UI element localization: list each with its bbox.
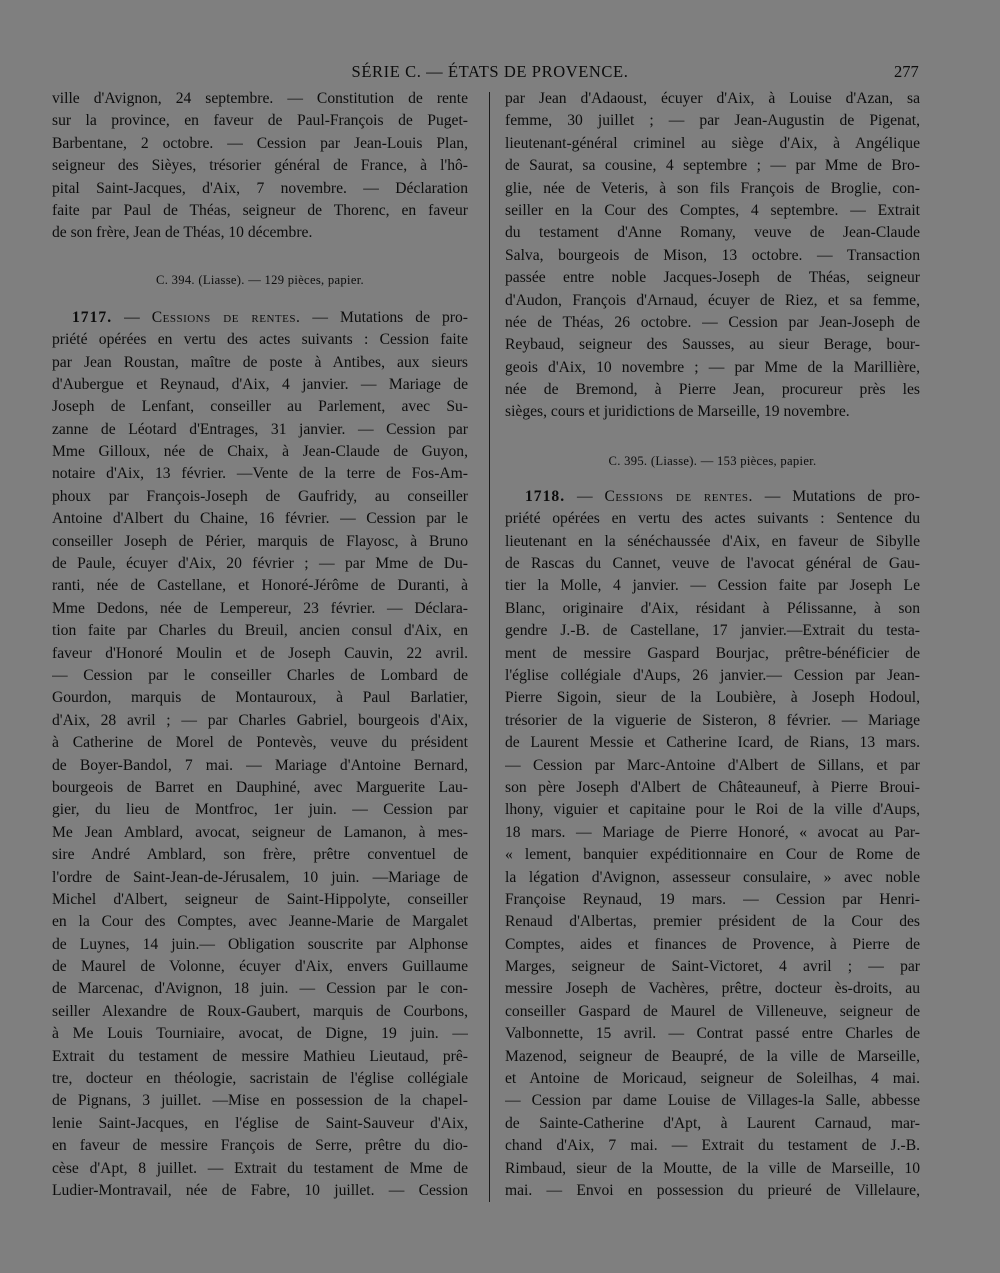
text-line: priété opérées en vertu des actes suivants : Cession faite — [52, 331, 468, 349]
text-line: Gourdon, marquis de Montauroux, à Paul Barlatier, — [52, 689, 468, 707]
text-line: Mme Dedons, née de Lempereur, 23 février. — Déclara- — [52, 599, 468, 617]
text-line: d'Aubergue et Reynaud, d'Aix, 4 janvier. — Mariage de — [52, 375, 468, 393]
text-line: née de Bremond, à Pierre Jean, procureur près les — [505, 381, 920, 399]
text-line: lhony, viguier et capitaine pour le Roi de la ville d'Aups, — [505, 801, 920, 819]
text-line: Salva, bourgeois de Mison, 13 octobre. — Transaction — [505, 246, 920, 264]
text-line: d'Audon, François d'Arnaud, écuyer de Riez, et sa femme, — [505, 291, 920, 309]
text-line: Renaud d'Albertas, premier président de la Cour des — [505, 913, 920, 931]
text-line: priété opérées en vertu des actes suivants : Sentence du — [505, 510, 920, 528]
text-line: passée entre noble Jacques-Joseph de Théas, seigneur — [505, 269, 920, 287]
text-line: chand d'Aix, 7 mai. — Extrait du testament de J.-B. — [505, 1137, 920, 1155]
text-line: de Saurat, sa cousine, 4 septembre ; — par Mme de Bro- — [505, 157, 920, 175]
text-line: — Cession par Marc-Antoine d'Albert de Sillans, et par — [505, 756, 920, 774]
text-line: Antoine d'Albert du Chaine, 16 février. — Cession par le — [52, 510, 468, 528]
left-column — [52, 88, 468, 1202]
text-line: de Maurel de Volonne, écuyer d'Aix, envers Guillaume — [52, 958, 468, 976]
text-line: faveur d'Honoré Moulin et de Joseph Cauvin, 22 avril. — [52, 644, 468, 662]
text-line: notaire d'Aix, 13 février. —Vente de la terre de Fos-Am- — [52, 465, 468, 483]
text-line: conseiller Joseph de Périer, marquis de Flayosc, à Bruno — [52, 532, 468, 550]
text-line: ment de messire Gaspard Bourjac, prêtre-bénéficier de — [505, 644, 920, 662]
text-line: messire Joseph de Vachères, prêtre, docteur ès-droits, au — [505, 980, 920, 998]
text-line: Rimbaud, sieur de la Moutte, de la ville de Marseille, 10 — [505, 1159, 920, 1177]
text-line: Valbonnette, 15 avril. — Contrat passé entre Charles de — [505, 1025, 920, 1043]
text-line: Michel d'Albert, seigneur de Saint-Hippolyte, conseiller — [52, 890, 468, 908]
text-line: née de Théas, 26 octobre. — Cession par Jean-Joseph de — [505, 313, 920, 331]
text-line: pital Saint-Jacques, d'Aix, 7 novembre. — Déclaration — [52, 179, 468, 197]
text-line: de Paule, écuyer d'Aix, 20 février ; — par Mme de Du- — [52, 555, 468, 573]
text-line: — Cession par le conseiller Charles de Lombard de — [52, 666, 468, 684]
text-line: seiller Alexandre de Roux-Gaubert, marquis de Courbons, — [52, 1002, 468, 1020]
text-line: l'ordre de Saint-Jean-de-Jérusalem, 10 juin. —Mariage de — [52, 868, 468, 886]
entry-heading: Cessions de rentes. — [604, 487, 753, 505]
text-line: à Me Louis Tourniaire, avocat, de Digne, 19 juin. — — [52, 1025, 468, 1043]
text-line: de Sainte-Catherine d'Apt, à Laurent Carnaud, mar- — [505, 1114, 920, 1132]
continuation-paragraph — [52, 88, 468, 245]
text-line: par Jean Roustan, maître de poste à Antibes, aux sieurs — [52, 353, 468, 371]
text-line: l'église collégiale d'Aups, 26 janvier.— Cession par Jean- — [505, 666, 920, 684]
text-line: Mme Gilloux, née de Chaix, à Jean-Claude de Guyon, — [52, 443, 468, 461]
text-line: Mazenod, seigneur de Beaupré, de la ville de Marseille, — [505, 1047, 920, 1065]
text-line: de Laurent Messie et Catherine Icard, de Rians, 13 mars. — [505, 734, 920, 752]
text-line: de son frère, Jean de Théas, 10 décembre. — [52, 224, 313, 242]
text-line: par Jean d'Adaoust, écuyer d'Aix, à Louise d'Azan, sa — [505, 90, 920, 107]
entry-first-line: 1718. — Cessions de rentes. — Mutations de pro- — [525, 487, 920, 505]
text-line: geois d'Aix, 10 novembre ; — par Mme de la Marillière, — [505, 358, 920, 376]
text-line: tion faite par Charles du Breuil, ancien consul d'Aix, en — [52, 622, 468, 640]
right-column — [505, 88, 920, 1202]
text-line: Extrait du testament de messire Mathieu Lieutaud, prê- — [52, 1047, 468, 1065]
text-line: femme, 30 juillet ; — par Jean-Augustin de Pigenat, — [505, 112, 920, 130]
text-line: « lement, banquier expéditionnaire en Cour de Rome de — [505, 846, 920, 864]
text-line: de Luynes, 14 juin.— Obligation souscrite par Alphonse — [52, 935, 468, 953]
series-title: SÉRIE C. — ÉTATS DE PROVENCE. — [351, 62, 629, 81]
text-line: gendre J.-B. de Castellane, 17 janvier.—Extrait du testa- — [505, 622, 920, 640]
text-line: de Marcenac, d'Avignon, 18 juin. — Cession par le con- — [52, 980, 468, 998]
text-line: de Pignans, 3 juillet. —Mise en possession de la chapel- — [52, 1092, 468, 1110]
text-line: zanne de Léotard d'Entrages, 31 janvier. — Cession par — [52, 420, 468, 438]
text-line: trésorier de la viguerie de Sisteron, 8 février. — Mariage — [505, 711, 920, 729]
text-line: Reybaud, seigneur des Sausses, au sieur Berage, bour- — [505, 336, 920, 354]
column-divider — [489, 92, 490, 1202]
text-line: seiller en la Cour des Comptes, 4 septembre. — Extrait — [505, 201, 920, 219]
text-line: — Cession par dame Louise de Villages-la Salle, abbesse — [505, 1092, 920, 1110]
text-line: Blanc, originaire d'Aix, résidant à Pélissanne, à son — [505, 599, 920, 617]
text-line: 18 mars. — Mariage de Pierre Honoré, « avocat au Par- — [505, 823, 920, 841]
entry-heading: Cessions de rentes. — [151, 308, 301, 326]
text-line: d'Aix, 28 avril ; — par Charles Gabriel, bourgeois d'Aix, — [52, 711, 468, 729]
text-line: ville d'Avignon, 24 septembre. — Constitution de rente — [52, 90, 468, 107]
entry-year: 1717. — [72, 308, 113, 326]
archive-cote: C. 394. (Liasse). — 129 pièces, papier. — [156, 272, 364, 287]
text-line: cèse d'Apt, 8 juillet. — Extrait du testament de Mme de — [52, 1159, 468, 1177]
running-header — [0, 62, 1000, 84]
text-line: mai. — Envoi en possession du prieuré de Villelaure, — [505, 1181, 920, 1199]
text-line: Pierre Sigoin, sieur de la Loubière, à Joseph Hodoul, — [505, 689, 920, 707]
text-line: son père Joseph d'Albert de Châteauneuf, à Pierre Broui- — [505, 778, 920, 796]
text-line: à Catherine de Morel de Pontevès, veuve du président — [52, 734, 468, 752]
text-line: Marges, seigneur de Saint-Victoret, 4 avril ; — par — [505, 958, 920, 976]
text-line: de Rascas du Cannet, veuve de l'avocat général de Gau- — [505, 555, 920, 573]
text-line: ranti, née de Castellane, et Honoré-Jérôme de Duranti, à — [52, 577, 468, 595]
text-line: seigneur des Sièyes, trésorier général de France, à l'hô- — [52, 157, 468, 175]
text-line: Joseph de Lenfant, conseiller au Parlement, avec Su- — [52, 398, 468, 416]
text-line: du testament d'Anne Romany, veuve de Jean-Claude — [505, 224, 920, 242]
text-line: glie, née de Veteris, à son fils François de Broglie, con- — [505, 179, 920, 197]
text-line: bourgeois de Barret en Dauphiné, avec Marguerite Lau- — [52, 778, 468, 796]
text-line: sièges, cours et juridictions de Marseille, 19 novembre. — [505, 403, 850, 421]
text-line: tre, docteur en théologie, sacristain de l'église collégiale — [52, 1070, 468, 1088]
text-line: conseiller Gaspard de Maurel de Villeneuve, seigneur de — [505, 1002, 920, 1020]
text-line: faite par Paul de Théas, seigneur de Thorenc, en faveur — [52, 201, 468, 219]
page-number: 277 — [894, 62, 919, 81]
text-line: Françoise Reynaud, 19 mars. — Cession par Henri- — [505, 890, 920, 908]
text-line: Me Jean Amblard, avocat, seigneur de Lamanon, à mes- — [52, 823, 468, 841]
archive-cote: C. 395. (Liasse). — 153 pièces, papier. — [608, 453, 817, 468]
text-line: gier, du lieu de Montfroc, 1er juin. — Cession par — [52, 801, 468, 819]
entry-1718 — [505, 486, 920, 1203]
continuation-paragraph — [505, 88, 920, 424]
text-line: en faveur de messire François de Serre, prêtre du dio- — [52, 1137, 468, 1155]
text-line: sur la province, en faveur de Paul-François de Puget- — [52, 112, 468, 130]
text-line: et Antoine de Moricaud, seigneur de Soleilhas, 4 mai. — [505, 1070, 920, 1088]
text-line: la légation d'Avignon, assesseur consulaire, » avec noble — [505, 868, 920, 886]
text-line: lieutenant-général criminel au siège d'Aix, à Angélique — [505, 134, 920, 152]
text-line: tier la Molle, 4 janvier. — Cession faite par Joseph Le — [505, 577, 920, 595]
text-line: en la Cour des Comptes, avec Jeanne-Marie de Margalet — [52, 913, 468, 931]
text-line: sire André Amblard, son frère, prêtre conventuel de — [52, 846, 468, 864]
entry-first-line: 1717. — Cessions de rentes. — Mutations de pro- — [72, 308, 468, 326]
entry-1717 — [52, 307, 468, 1203]
text-line: de Boyer-Bandol, 7 mai. — Mariage d'Antoine Bernard, — [52, 756, 468, 774]
text-line: Comptes, aides et finances de Provence, à Pierre de — [505, 935, 920, 953]
text-line: Ludier-Montravail, née de Fabre, 10 juillet. — Cession — [52, 1181, 468, 1199]
text-line: Barbentane, 2 octobre. — Cession par Jean-Louis Plan, — [52, 134, 468, 152]
text-line: phoux par François-Joseph de Gaufridy, au conseiller — [52, 487, 468, 505]
text-line: lenie Saint-Jacques, en l'église de Saint-Sauveur d'Aix, — [52, 1114, 468, 1132]
text-line: lieutenant en la sénéchaussée d'Aix, en faveur de Sibylle — [505, 532, 920, 550]
entry-year: 1718. — [525, 487, 566, 505]
